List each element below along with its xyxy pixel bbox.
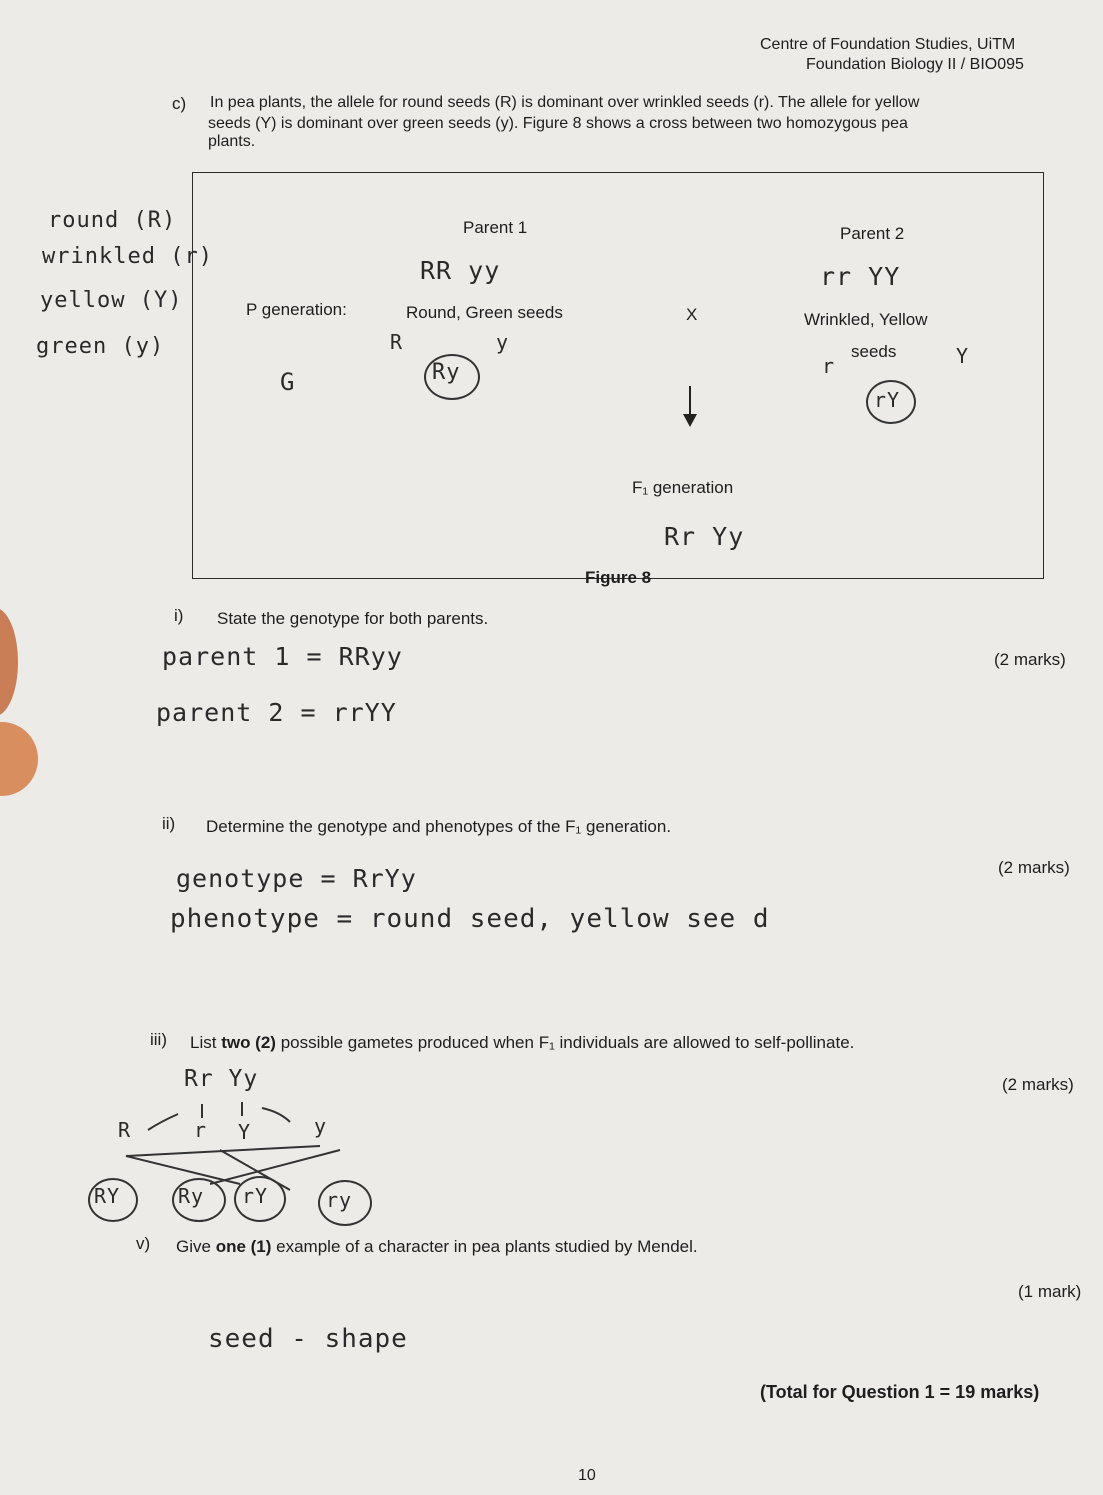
down-arrow-icon bbox=[683, 414, 697, 427]
question-ii-text: Determine the genotype and phenotypes of the F₁ generation. bbox=[206, 817, 672, 836]
gamete-work-r: r bbox=[194, 1118, 208, 1142]
gamete-work-parent: Rr Yy bbox=[184, 1066, 259, 1092]
p1-allele-y: y bbox=[496, 330, 510, 354]
parent2-label: Parent 2 bbox=[840, 224, 905, 243]
gamete-label-G: G bbox=[280, 368, 296, 396]
gamete-work-R: R bbox=[118, 1118, 132, 1142]
question-iii-text-post: possible gametes produced when F₁ individuals are allowed to self-pollinate. bbox=[275, 1033, 855, 1052]
margin-note-round: round (R) bbox=[48, 208, 177, 233]
question-v-text-post: example of a character in pea plants studied by Mendel. bbox=[271, 1237, 698, 1256]
header-institution: Centre of Foundation Studies, UiTM bbox=[760, 36, 1016, 53]
question-v-answer: seed - shape bbox=[208, 1324, 408, 1354]
gamete-2: Ry bbox=[178, 1184, 205, 1208]
parent1-genotype-hand: RR yy bbox=[420, 256, 501, 285]
parent2-phenotype-line1: Wrinkled, Yellow bbox=[804, 310, 928, 329]
p-generation-label: P generation: bbox=[246, 300, 347, 319]
question-i-label: i) bbox=[174, 606, 184, 625]
page-number: 10 bbox=[578, 1467, 596, 1484]
parent1-label: Parent 1 bbox=[463, 218, 528, 237]
p2-gamete: rY bbox=[874, 388, 901, 412]
margin-note-wrinkled: wrinkled (r) bbox=[42, 244, 213, 269]
question-total: (Total for Question 1 = 19 marks) bbox=[760, 1382, 1040, 1402]
question-i-answer2: parent 2 = rrYY bbox=[156, 698, 397, 727]
figure-8-box bbox=[192, 172, 1044, 579]
question-c-line3: plants. bbox=[208, 133, 256, 150]
question-v-label: v) bbox=[136, 1234, 151, 1253]
question-iii-text bbox=[190, 1033, 854, 1053]
gamete-1: RY bbox=[94, 1184, 121, 1208]
p1-gamete: Ry bbox=[432, 360, 461, 385]
question-i-answer1: parent 1 = RRyy bbox=[162, 642, 403, 671]
gamete-4: ry bbox=[326, 1188, 353, 1212]
question-iii-label: iii) bbox=[150, 1030, 167, 1049]
margin-note-green: green (y) bbox=[36, 334, 165, 359]
cross-symbol: X bbox=[686, 305, 698, 324]
question-iii-text-bold: two (2) bbox=[221, 1033, 276, 1052]
question-ii-answer1: genotype = RrYy bbox=[176, 864, 417, 893]
gamete-work-Y: Y bbox=[238, 1120, 252, 1144]
f1-genotype-hand: Rr Yy bbox=[664, 522, 745, 551]
p1-allele-R: R bbox=[390, 330, 404, 354]
margin-note-yellow: yellow (Y) bbox=[40, 288, 183, 313]
parent2-genotype-hand: rr YY bbox=[820, 262, 901, 291]
p2-allele-Y: Y bbox=[956, 344, 970, 368]
question-v-text-pre: Give bbox=[176, 1237, 216, 1256]
gamete-3: rY bbox=[242, 1184, 269, 1208]
question-ii-label: ii) bbox=[162, 814, 176, 833]
question-iii-marks: (2 marks) bbox=[1002, 1075, 1074, 1094]
question-c-label: c) bbox=[172, 94, 187, 113]
question-v-marks: (1 mark) bbox=[1018, 1282, 1082, 1301]
question-v-text bbox=[176, 1237, 698, 1257]
gamete-cross-lines bbox=[90, 1094, 350, 1194]
question-c-line1: In pea plants, the allele for round seeds (R) is dominant over wrinkled seeds (r). The allele for yellow bbox=[210, 94, 920, 111]
header-course: Foundation Biology II / BIO095 bbox=[806, 56, 1024, 73]
question-i-text: State the genotype for both parents. bbox=[217, 609, 489, 628]
gamete-work-y: y bbox=[314, 1114, 328, 1138]
question-ii-answer2: phenotype = round seed, yellow see d bbox=[170, 904, 770, 934]
question-i-marks: (2 marks) bbox=[994, 650, 1066, 669]
f1-generation-label: F₁ generation bbox=[632, 478, 734, 497]
question-iii-text-pre: List bbox=[190, 1033, 222, 1052]
question-ii-marks: (2 marks) bbox=[998, 858, 1070, 877]
question-v-text-bold: one (1) bbox=[215, 1237, 272, 1256]
figure-caption: Figure 8 bbox=[585, 568, 652, 587]
parent1-phenotype: Round, Green seeds bbox=[406, 303, 563, 322]
finger-shadow-bottom bbox=[0, 722, 38, 796]
p2-allele-r: r bbox=[822, 354, 836, 378]
question-c-line2: seeds (Y) is dominant over green seeds (y). Figure 8 shows a cross between two homozygous pea bbox=[208, 115, 908, 132]
parent2-phenotype-line2: seeds bbox=[851, 342, 897, 361]
finger-shadow-top bbox=[0, 608, 18, 716]
